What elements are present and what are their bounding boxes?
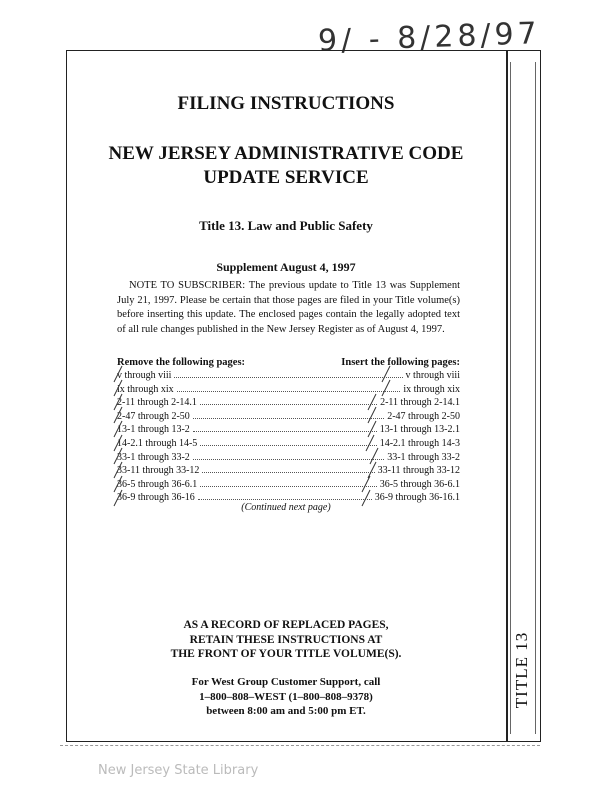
dot-leader — [202, 472, 374, 473]
subscriber-note-text: NOTE TO SUBSCRIBER: The previous update to Title 13 was Supplement July 21, 1997. Please be certain that those pages are filed in your Title volume(s) before inserting this update. The enclosed pages contain the legally adopted text of all rule changes published in the New Jersey Register as of August 4, 1997. — [117, 280, 460, 335]
insert-pages: 36-9 through 36-16.1 — [374, 492, 460, 504]
support-hours: between 8:00 am and 5:00 pm ET. — [206, 705, 366, 717]
support-phone: 1–800–808–WEST (1–800–808–9378) — [199, 690, 373, 703]
insert-pages: 2-11 through 2-14.1 — [380, 397, 460, 409]
dot-leader — [174, 377, 402, 378]
dot-leader — [200, 486, 376, 487]
dot-leader — [200, 404, 377, 405]
remove-pages: 2-11 through 2-14.1 — [117, 397, 197, 409]
insert-pages: 2-47 through 2-50 — [387, 410, 460, 422]
insert-pages: ix through xix — [403, 383, 460, 395]
subtitle-line-2: UPDATE SERVICE — [203, 167, 369, 188]
page-row — [117, 465, 460, 479]
remove-pages: 36-5 through 36-6.1 — [117, 478, 198, 490]
continued-note: (Continued next page) — [241, 502, 331, 513]
remove-pages: 2-47 through 2-50 — [117, 410, 190, 422]
page-bottom-edge — [60, 745, 540, 746]
library-stamp: New Jersey State Library — [98, 763, 259, 778]
insert-pages: 33-11 through 33-12 — [377, 465, 460, 477]
record-notice — [66, 618, 506, 662]
page-list — [117, 370, 460, 506]
remove-pages: 14-2.1 through 14-5 — [117, 437, 198, 449]
page-row — [117, 479, 460, 493]
tab-label-text: TITLE 13 — [512, 631, 532, 709]
remove-pages: 13-1 through 13-2 — [117, 424, 190, 436]
dot-leader — [198, 499, 372, 500]
record-line-3: THE FRONT OF YOUR TITLE VOLUME(S). — [170, 648, 402, 660]
insert-pages: 13-1 through 13-2.1 — [379, 424, 460, 436]
customer-support — [66, 675, 506, 719]
page-row — [117, 411, 460, 425]
remove-pages: 33-1 through 33-2 — [117, 451, 190, 463]
title-heading: Title 13. Law and Public Safety — [199, 218, 373, 233]
column-headings — [117, 357, 460, 368]
page-row — [117, 452, 460, 466]
remove-pages: v through viii — [117, 370, 172, 381]
dot-leader — [193, 431, 377, 432]
page-row — [117, 384, 460, 398]
insert-pages: 14-2.1 through 14-3 — [379, 437, 460, 449]
supplement-date: Supplement August 4, 1997 — [216, 260, 356, 274]
record-line-2: RETAIN THESE INSTRUCTIONS AT — [189, 633, 383, 646]
insert-pages: 33-1 through 33-2 — [387, 451, 460, 463]
subtitle-line-1: NEW JERSEY ADMINISTRATIVE CODE — [108, 143, 464, 164]
page-title: FILING INSTRUCTIONS — [177, 93, 395, 114]
insert-heading: Insert the following pages: — [341, 357, 460, 368]
remove-pages: 36-9 through 36-16 — [117, 492, 195, 504]
page-row — [117, 438, 460, 452]
dot-leader — [200, 445, 376, 446]
page-row — [117, 424, 460, 438]
record-line-1: AS A RECORD OF REPLACED PAGES, — [183, 619, 389, 631]
page-row — [117, 397, 460, 411]
remove-pages: ix through xix — [117, 383, 174, 395]
dot-leader — [193, 418, 384, 419]
handwritten-date-note: 9/ - 8/28/97 — [317, 16, 542, 59]
remove-heading: Remove the following pages: — [117, 357, 246, 368]
support-line-1: For West Group Customer Support, call — [191, 676, 381, 688]
dot-leader — [177, 391, 401, 392]
tab-label — [506, 630, 538, 710]
subscriber-note — [117, 279, 460, 337]
remove-pages: 33-11 through 33-12 — [117, 465, 200, 477]
subtitle — [66, 142, 506, 190]
insert-pages: v through viii — [405, 370, 460, 381]
page-row — [117, 370, 460, 384]
insert-pages: 36-5 through 36-6.1 — [379, 478, 460, 490]
dot-leader — [193, 459, 384, 460]
